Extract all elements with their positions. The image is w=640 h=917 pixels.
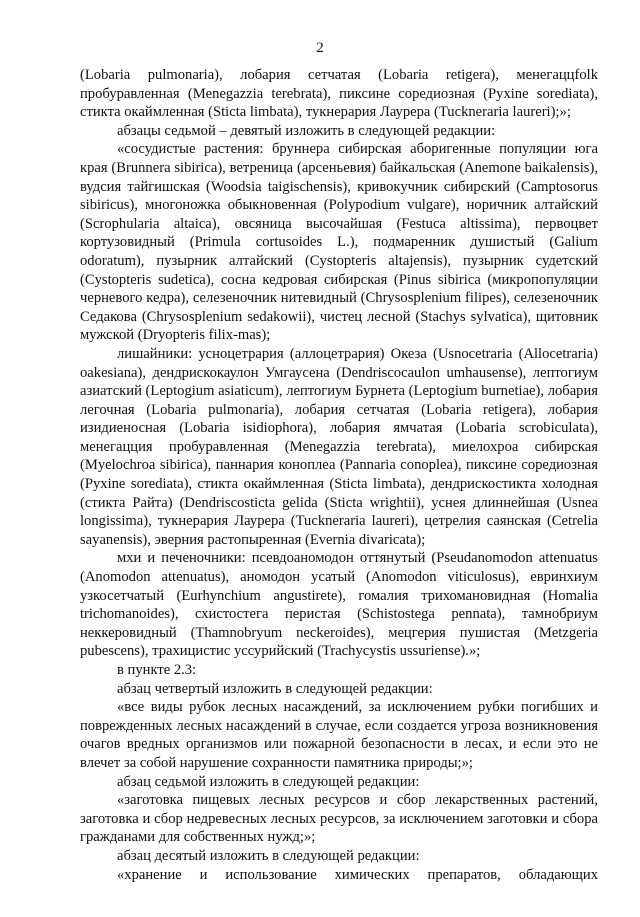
- paragraph-harvesting-ban: «заготовка пищевых лесных ресурсов и сбор лекарственных растений, заготовка и сбор недревесных лесных ресурсов, за исключением заготовки и сбора гражданами для собственных нужд;»;: [80, 792, 598, 846]
- paragraph-vascular-plants: «сосудистые растения: бруннера сибирская аборигенные популяции юга края (Brunnera sibirica), ветреница (арсеньевия) байкальская (Anemone baikalensis), вудсия тайгишская (Woodsia taigischensis), кривокучник сибирский (Camptosorus sibiricus), многоножка обыкновенная (Polypodium vulgare), норичник алтайский (Scrophularia altaica), овсяница высочайшая (Festuca altissima), первоцвет кортузовидный (Primula cortusoides L.), подмаренник душистый (Galium odoratum), пузырник алтайский (Cystopteris altajensis), пузырник судетский (Cystopteris sudetica), сосна кедровая сибирская (Pinus sibirica (микропопуляции черневого кедра), селезеночник нитевидный (Chrysosplenium filipes), селезеночник Седакова (Chrysosplenium sedakowii), чистец лесной (Stachys sylvatica), щитовник мужской (Dryopteris filix-mas);: [80, 141, 598, 344]
- paragraph-mosses: мхи и печеночники: псевдоаномодон оттянутый (Pseudanomodon attenuatus (Anomodon attenuatus), аномодон усатый (Anomodon viticulosus), евринхиум узкосетчатый (Eurhynchium angustirete), гомалия трихомановидная (Homalia trichomanoides), схистостега перистая (Schistostega pennata), тамнобриум неккеровидный (Thamnobryum neckeroides), мецгерия пушистая (Metzgeria pubescens), трахицистис уссурийский (Trachycystis ussuriense).»;: [80, 550, 598, 660]
- paragraph-point-2-3: в пункте 2.3:: [117, 662, 197, 678]
- paragraph-lichen-list-end: (Lobaria pulmonaria), лобария сетчатая (Lobaria retigera), менегаццfolk пробуравленная (Menegazzia terebrata), пиксине соредиозная (Pyxine sorediata), стикта окаймленная (Sticta limbata), тукнерария Лаурера (Tuckneraria laureri);»;: [80, 67, 598, 121]
- paragraph-amend-7: абзац седьмой изложить в следующей редакции:: [117, 773, 420, 790]
- document-body: [80, 66, 598, 884]
- paragraph-amend-4: абзац четвертый изложить в следующей редакции:: [117, 680, 433, 697]
- paragraph-logging-ban: «все виды рубок лесных насаждений, за исключением рубки погибших и поврежденных лесных насаждений в случае, если создается угроза возникновения очагов вредных организмов или пожарной безопасности в лесах, и если это не влечет за собой нарушение сохранности памятника природы;»;: [80, 699, 598, 771]
- paragraph-chemicals: «хранение и использование химических препаратов, обладающих: [117, 866, 598, 883]
- paragraph-amend-7-9: абзацы седьмой – девятый изложить в следующей редакции:: [117, 122, 496, 139]
- page-number: 2: [316, 40, 324, 56]
- paragraph-amend-10: абзац десятый изложить в следующей редакции:: [117, 847, 420, 864]
- paragraph-lichens: лишайники: усноцетрария (аллоцетрария) Океза (Usnocetraria (Allocetraria) oakesiana), дендрискокаулон Умгаусена (Dendriscocaulon umhausense), лептогиум азиатский (Leptogium asiaticum), лептогиум Бурнета (Leptogium burnetiae), лобария легочная (Lobaria pulmonaria), лобария сетчатая (Lobaria retigera), лобария изидиеносная (Lobaria isidiophora), лобария ямчатая (Lobaria scrobiculata), менегацция пробуравленная (Menegazzia terebrata), миелохроа сибирская (Myelochroa sibirica), паннария коноплеа (Pannaria conoplea), пиксине соредиозная (Pyxine sorediata), стикта окаймленная (Sticta limbata), дендрискостикта холодная (стикта Райта) (Dendriscosticta gelida (Sticta wrightii), уснея длиннейшая (Usnea longissima), тукнерария Лаурера (Tuckneraria laureri), цетрелия саянская (Cetrelia sayanensis), эверния растопыренная (Evernia divaricata);: [80, 345, 598, 548]
